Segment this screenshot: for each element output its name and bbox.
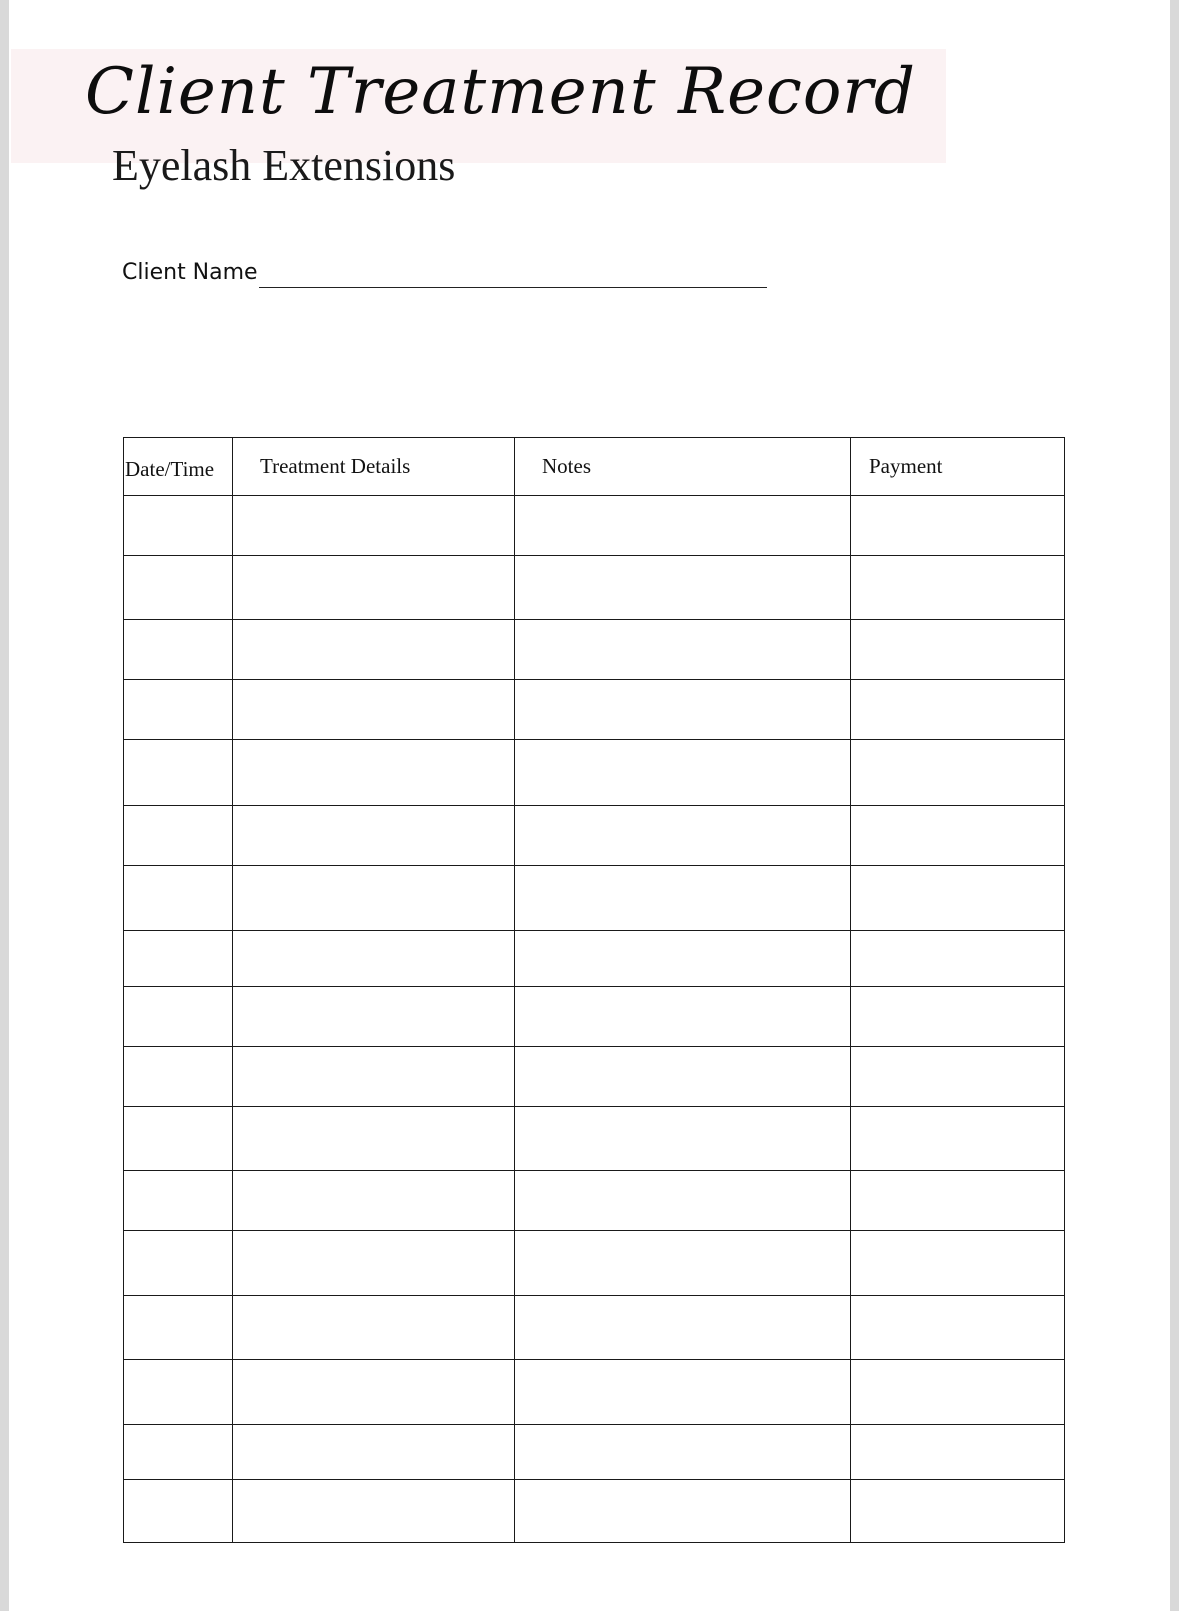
table-cell[interactable] — [233, 987, 515, 1047]
table-cell[interactable] — [851, 1047, 1065, 1107]
table-cell[interactable] — [515, 1480, 851, 1543]
table-body — [124, 496, 1065, 1543]
table-cell[interactable] — [515, 1231, 851, 1296]
table-cell[interactable] — [515, 1360, 851, 1425]
table-row — [124, 1107, 1065, 1171]
table-row — [124, 1296, 1065, 1360]
table-cell[interactable] — [124, 496, 233, 556]
page-subtitle: Eyelash Extensions — [112, 141, 456, 190]
table-cell[interactable] — [851, 931, 1065, 987]
table-cell[interactable] — [124, 806, 233, 866]
column-header-date-time: Date/Time — [124, 438, 233, 496]
table-cell[interactable] — [851, 1425, 1065, 1480]
client-name-field[interactable] — [122, 258, 767, 288]
table-cell[interactable] — [124, 1360, 233, 1425]
page-title: Client Treatment Record — [85, 55, 916, 129]
table-row — [124, 987, 1065, 1047]
table-cell[interactable] — [124, 1296, 233, 1360]
client-name-line[interactable] — [259, 267, 767, 288]
table-cell[interactable] — [124, 680, 233, 740]
table-cell[interactable] — [233, 1171, 515, 1231]
document-page — [9, 0, 1170, 1611]
table-cell[interactable] — [233, 740, 515, 806]
table-cell[interactable] — [233, 1360, 515, 1425]
table-row — [124, 740, 1065, 806]
table-cell[interactable] — [851, 1107, 1065, 1171]
table-cell[interactable] — [233, 1107, 515, 1171]
table-cell[interactable] — [515, 1425, 851, 1480]
table-cell[interactable] — [233, 931, 515, 987]
table-cell[interactable] — [233, 1047, 515, 1107]
table-row — [124, 680, 1065, 740]
client-name-label: Client Name — [122, 260, 258, 285]
table-cell[interactable] — [124, 1480, 233, 1543]
table-row — [124, 931, 1065, 987]
table-cell[interactable] — [851, 496, 1065, 556]
table-row — [124, 1231, 1065, 1296]
table-cell[interactable] — [515, 1296, 851, 1360]
table-row — [124, 496, 1065, 556]
table-cell[interactable] — [515, 866, 851, 931]
table-cell[interactable] — [124, 740, 233, 806]
table-cell[interactable] — [851, 740, 1065, 806]
table-cell[interactable] — [515, 740, 851, 806]
table-cell[interactable] — [515, 1171, 851, 1231]
table-cell[interactable] — [515, 987, 851, 1047]
treatment-record-table — [123, 437, 1065, 1543]
table-cell[interactable] — [851, 806, 1065, 866]
table-cell[interactable] — [124, 556, 233, 620]
table-cell[interactable] — [851, 1360, 1065, 1425]
table-cell[interactable] — [124, 1425, 233, 1480]
table-cell[interactable] — [233, 1231, 515, 1296]
table-cell[interactable] — [233, 1296, 515, 1360]
table-cell[interactable] — [851, 556, 1065, 620]
table-cell[interactable] — [851, 680, 1065, 740]
table-cell[interactable] — [851, 1231, 1065, 1296]
table-cell[interactable] — [233, 1425, 515, 1480]
table-cell[interactable] — [233, 866, 515, 931]
table-cell[interactable] — [515, 556, 851, 620]
table-cell[interactable] — [515, 496, 851, 556]
table-header-row — [124, 438, 1065, 496]
table-cell[interactable] — [233, 806, 515, 866]
table-cell[interactable] — [515, 620, 851, 680]
table-cell[interactable] — [851, 620, 1065, 680]
column-header-treatment-details: Treatment Details — [233, 438, 515, 496]
column-header-notes: Notes — [515, 438, 851, 496]
table-row — [124, 866, 1065, 931]
table-cell[interactable] — [515, 931, 851, 987]
table-cell[interactable] — [124, 620, 233, 680]
table-cell[interactable] — [233, 496, 515, 556]
table-row — [124, 1047, 1065, 1107]
table-cell[interactable] — [233, 680, 515, 740]
table-cell[interactable] — [124, 1171, 233, 1231]
table-row — [124, 556, 1065, 620]
table-cell[interactable] — [233, 556, 515, 620]
table-cell[interactable] — [851, 866, 1065, 931]
table-row — [124, 620, 1065, 680]
table-cell[interactable] — [124, 1107, 233, 1171]
table-cell[interactable] — [515, 680, 851, 740]
table-cell[interactable] — [851, 1480, 1065, 1543]
table-cell[interactable] — [515, 1047, 851, 1107]
table-cell[interactable] — [851, 987, 1065, 1047]
table-cell[interactable] — [851, 1171, 1065, 1231]
table-cell[interactable] — [124, 931, 233, 987]
table-row — [124, 806, 1065, 866]
table-cell[interactable] — [124, 1231, 233, 1296]
table-cell[interactable] — [233, 620, 515, 680]
table-cell[interactable] — [124, 1047, 233, 1107]
column-header-payment: Payment — [851, 438, 1065, 496]
table-cell[interactable] — [124, 987, 233, 1047]
table-cell[interactable] — [124, 866, 233, 931]
table-cell[interactable] — [515, 1107, 851, 1171]
table-row — [124, 1360, 1065, 1425]
table-cell[interactable] — [515, 806, 851, 866]
table-row — [124, 1171, 1065, 1231]
table-cell[interactable] — [851, 1296, 1065, 1360]
table-row — [124, 1480, 1065, 1543]
table-cell[interactable] — [233, 1480, 515, 1543]
table-row — [124, 1425, 1065, 1480]
